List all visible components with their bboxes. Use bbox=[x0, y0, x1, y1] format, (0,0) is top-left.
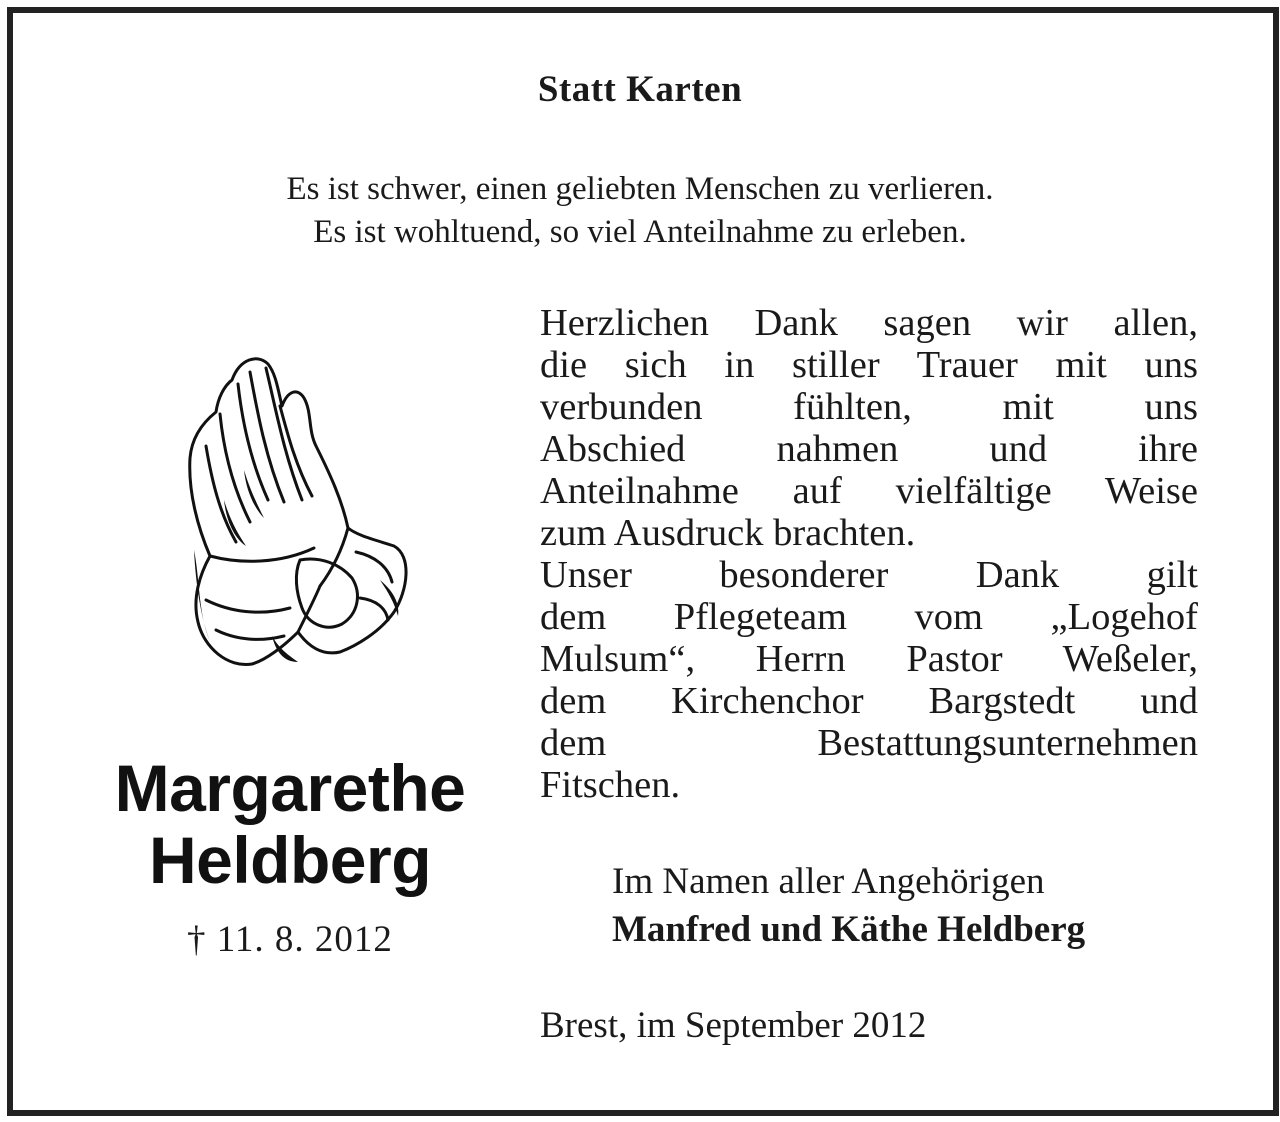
intro-text bbox=[0, 168, 1280, 254]
intro-line: Es ist wohltuend, so viel Anteilnahme zu erleben. bbox=[313, 214, 967, 250]
thanks-line: Fitschen. bbox=[540, 764, 681, 806]
heading: Statt Karten bbox=[537, 69, 743, 110]
place-date: Brest, im September 2012 bbox=[540, 1005, 927, 1046]
signoff-line: Im Namen aller Angehörigen bbox=[612, 861, 1045, 902]
deceased-first-name: Margarethe bbox=[114, 751, 466, 825]
thanks-line: Mulsum“, Herrn Pastor Weßeler, bbox=[540, 638, 1198, 680]
deceased-name bbox=[60, 752, 520, 896]
thanks-text bbox=[540, 302, 1198, 806]
thanks-line: die sich in stiller Trauer mit uns bbox=[540, 344, 1198, 386]
signoff-family: Manfred und Käthe Heldberg bbox=[612, 909, 1086, 950]
thanks-line: dem Bestattungsunternehmen bbox=[540, 722, 1198, 764]
death-date: † 11. 8. 2012 bbox=[187, 919, 393, 960]
thanks-line: dem Kirchenchor Bargstedt und bbox=[540, 680, 1198, 722]
praying-hands-icon bbox=[180, 350, 415, 680]
thanks-line: dem Pflegeteam vom „Logehof bbox=[540, 596, 1198, 638]
thanks-line: zum Ausdruck brachten. bbox=[540, 512, 916, 554]
deceased-last-name: Heldberg bbox=[148, 823, 432, 897]
thanks-line: Abschied nahmen und ihre bbox=[540, 428, 1198, 470]
signoff bbox=[612, 858, 1212, 954]
thanks-line: Anteilnahme auf vielfältige Weise bbox=[540, 470, 1198, 512]
intro-line: Es ist schwer, einen geliebten Menschen zu verlieren. bbox=[286, 171, 994, 207]
thanks-line: Herzlichen Dank sagen wir allen, bbox=[540, 302, 1198, 344]
thanks-line: Unser besonderer Dank gilt bbox=[540, 554, 1198, 596]
thanks-line: verbunden fühlten, mit uns bbox=[540, 386, 1198, 428]
